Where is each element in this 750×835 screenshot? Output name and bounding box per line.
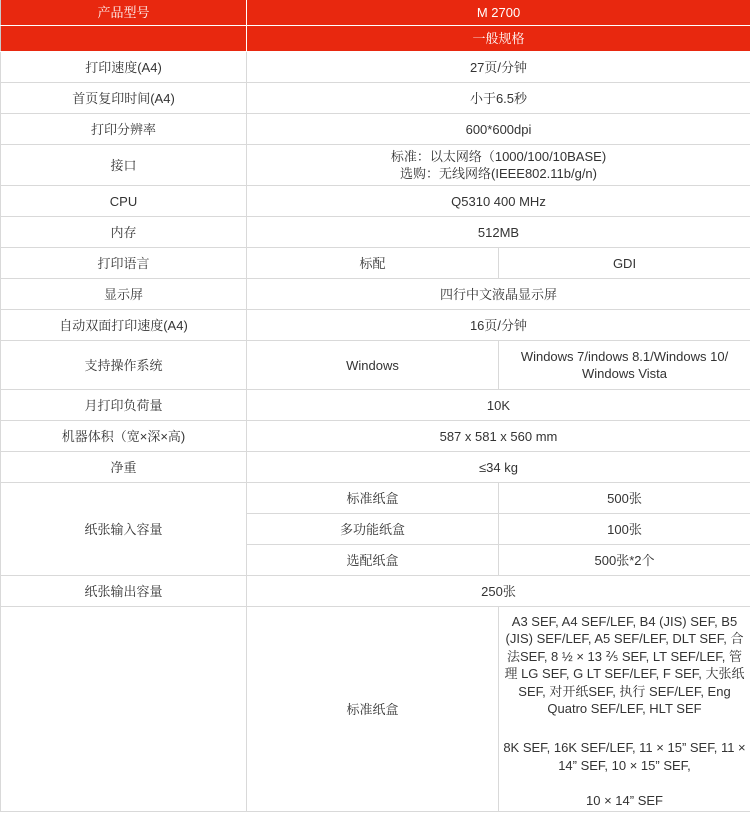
table-row xyxy=(1,483,750,514)
header-model: M 2700 xyxy=(247,0,750,26)
row-label: 打印分辨率 xyxy=(1,114,247,145)
row-label: 内存 xyxy=(1,217,247,248)
row-value xyxy=(247,145,750,186)
header-label: 产品型号 xyxy=(1,0,247,26)
row-label: CPU xyxy=(1,186,247,217)
section-title: 一般规格 xyxy=(247,26,750,52)
table-row xyxy=(1,576,750,607)
row-subvalue: 标准纸盒 xyxy=(247,607,499,812)
table-row xyxy=(1,390,750,421)
row-value: 587 x 581 x 560 mm xyxy=(247,421,750,452)
row-label: 支持操作系统 xyxy=(1,341,247,390)
row-value: Windows 7/indows 8.1/Windows 10/ Windows Vista xyxy=(499,341,750,390)
table-row xyxy=(1,279,750,310)
table-row xyxy=(1,452,750,483)
row-value: 27页/分钟 xyxy=(247,52,750,83)
table-row xyxy=(1,114,750,145)
table-row xyxy=(1,310,750,341)
row-label: 机器体积（宽×深×高) xyxy=(1,421,247,452)
table-row xyxy=(1,145,750,186)
row-label-empty xyxy=(1,607,247,812)
row-value: 16页/分钟 xyxy=(247,310,750,341)
row-label: 打印速度(A4) xyxy=(1,52,247,83)
row-label: 纸张输出容量 xyxy=(1,576,247,607)
tray-capacity: 100张 xyxy=(499,514,750,545)
tray-name: 选配纸盒 xyxy=(247,545,499,576)
row-value: Q5310 400 MHz xyxy=(247,186,750,217)
row-value: 512MB xyxy=(247,217,750,248)
media-sizes-secondary: 8K SEF, 16K SEF/LEF, 11 × 15” SEF, 11 × 14” SEF, 10 × 15” SEF, xyxy=(503,740,746,773)
media-sizes-primary: A3 SEF, A4 SEF/LEF, B4 (JIS) SEF, B5 (JIS) SEF/LEF, A5 SEF/LEF, DLT SEF, 合法SEF, 8 ½ × 13 ⅖ SEF, LT SEF/LEF, 管理 LG SEF, G LT SEF/LEF, F SEF, 大张纸SEF, 对开纸SEF, 执行 SEF/LEF, Eng Quatro SEF/LEF, HLT SEF xyxy=(504,613,745,717)
tray-name: 多功能纸盒 xyxy=(247,514,499,545)
table-row xyxy=(1,607,750,812)
row-subvalue: 标配 xyxy=(247,248,499,279)
section-row xyxy=(1,26,750,52)
row-value: 600*600dpi xyxy=(247,114,750,145)
table-row xyxy=(1,217,750,248)
header-row xyxy=(1,0,750,26)
table-row xyxy=(1,186,750,217)
table-row xyxy=(1,341,750,390)
tray-capacity: 500张 xyxy=(499,483,750,514)
tray-name: 标准纸盒 xyxy=(247,483,499,514)
interface-standard: 标准：以太网络（1000/100/10BASE) xyxy=(390,149,607,164)
media-sizes xyxy=(499,607,750,812)
row-value: GDI xyxy=(499,248,750,279)
row-label: 接口 xyxy=(1,145,247,186)
row-subvalue: Windows xyxy=(247,341,499,390)
row-value: 10K xyxy=(247,390,750,421)
row-label: 首页复印时间(A4) xyxy=(1,83,247,114)
section-spacer xyxy=(1,26,247,52)
row-label: 显示屏 xyxy=(1,279,247,310)
row-label: 月打印负荷量 xyxy=(1,390,247,421)
row-label: 纸张输入容量 xyxy=(1,483,247,576)
row-value: ≤34 kg xyxy=(247,452,750,483)
media-sizes-tertiary: 10 × 14” SEF xyxy=(586,792,663,808)
row-value: 四行中文液晶显示屏 xyxy=(247,279,750,310)
table-row xyxy=(1,52,750,83)
interface-optional: 选购：无线网络(IEEE802.11b/g/n) xyxy=(400,166,597,181)
tray-capacity: 500张*2个 xyxy=(499,545,750,576)
row-label: 自动双面打印速度(A4) xyxy=(1,310,247,341)
row-label: 净重 xyxy=(1,452,247,483)
table-row xyxy=(1,83,750,114)
table-row xyxy=(1,248,750,279)
row-value: 250张 xyxy=(247,576,750,607)
row-value: 小于6.5秒 xyxy=(247,83,750,114)
row-label: 打印语言 xyxy=(1,248,247,279)
table-row xyxy=(1,421,750,452)
